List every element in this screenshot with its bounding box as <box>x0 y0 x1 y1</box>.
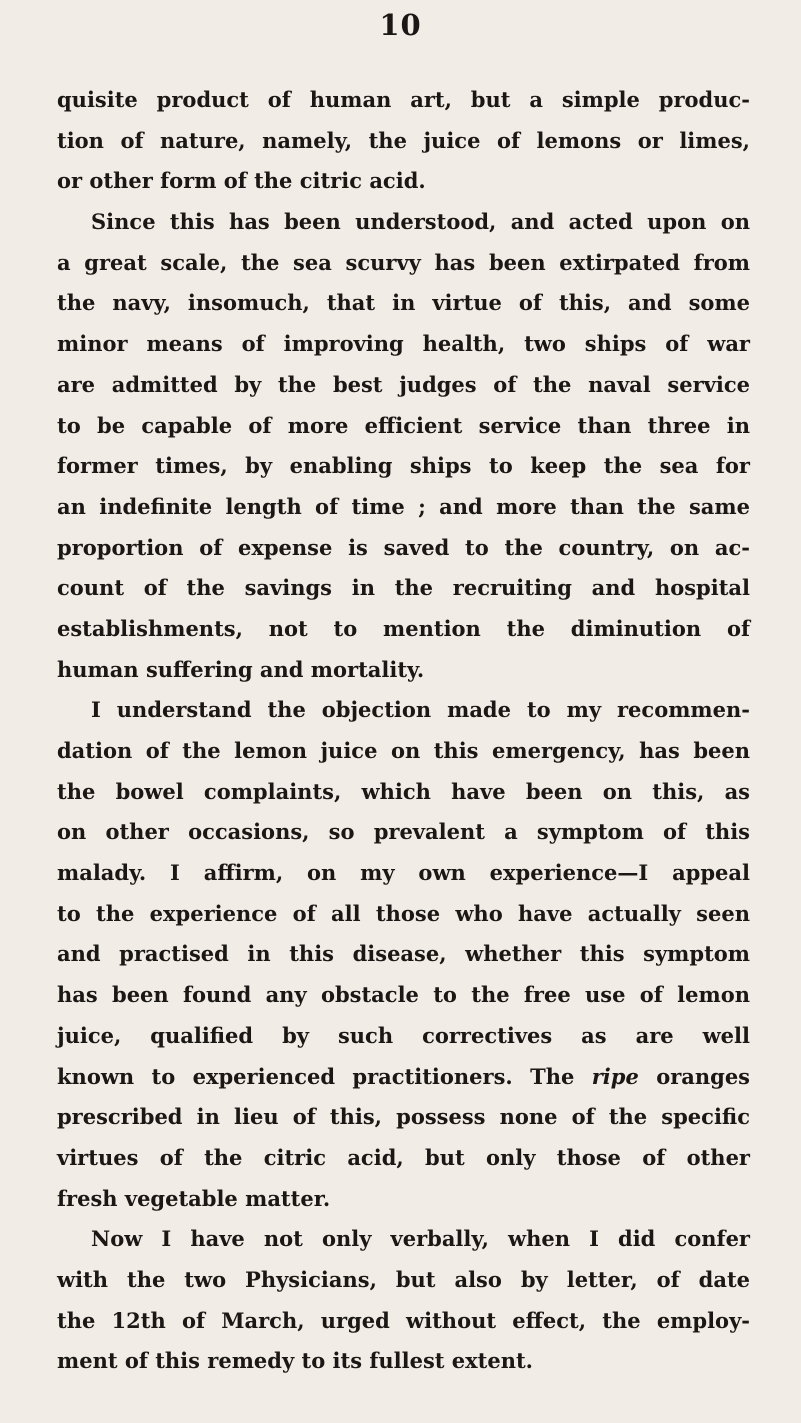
text-line: quisite product of human art, but a simple produc- <box>57 87 750 112</box>
text-line: on other occasions, so prevalent a symptom of this <box>57 819 750 845</box>
text-line: to the experience of all those who have actually seen <box>57 900 750 926</box>
text-line: I understand the objection made to my recommen- <box>91 697 750 723</box>
text-line: count of the savings in the recruiting and hospital <box>57 575 750 601</box>
page-number: 10 <box>379 8 422 42</box>
text-line: former times, by enabling ships to keep the sea for <box>57 453 750 479</box>
text-line: virtues of the citric acid, but only those of other <box>57 1144 750 1170</box>
text-line: proportion of expense is saved to the country, on ac- <box>57 534 750 560</box>
text-line: are admitted by the best judges of the naval service <box>57 371 750 397</box>
text-segment: known to experienced practitioners. The <box>57 1063 592 1089</box>
text-line: minor means of improving health, two ships of war <box>57 331 750 357</box>
text-line: and practised in this disease, whether this symptom <box>57 941 750 967</box>
body-text <box>57 80 750 1382</box>
text-line: Now I have not only verbally, when I did confer <box>91 1226 750 1252</box>
text-line: with the two Physicians, but also by letter, of date <box>57 1266 750 1292</box>
text-line: ment of this remedy to its fullest extent. <box>57 1348 533 1374</box>
text-line: Since this has been understood, and acted upon on <box>91 209 750 235</box>
text-line: a great scale, the sea scurvy has been extirpated from <box>57 249 750 275</box>
text-line: dation of the lemon juice on this emergency, has been <box>57 738 750 763</box>
text-segment: oranges <box>638 1063 751 1089</box>
text-line: the bowel complaints, which have been on this, as <box>57 778 750 804</box>
text-line: establishments, not to mention the diminution of <box>57 615 750 641</box>
text-line <box>57 1057 750 1098</box>
text-line: human suffering and mortality. <box>57 656 425 682</box>
text-line: juice, qualified by such correctives as are well <box>57 1022 750 1048</box>
italic-word: ripe <box>591 1063 639 1089</box>
text-line: or other form of the citric acid. <box>57 168 426 194</box>
text-line: to be capable of more efficient service than three in <box>57 412 750 438</box>
text-line: prescribed in lieu of this, possess none of the specific <box>57 1104 750 1130</box>
text-line: malady. I affirm, on my own experience—I appeal <box>57 860 750 886</box>
text-line: tion of nature, namely, the juice of lemons or limes, <box>57 127 750 153</box>
text-line: an indefinite length of time ; and more than the same <box>57 493 750 519</box>
text-line: the 12th of March, urged without effect, the employ- <box>57 1307 750 1333</box>
text-line: fresh vegetable matter. <box>57 1185 331 1211</box>
text-line: the navy, insomuch, that in virtue of this, and some <box>57 290 750 316</box>
text-line: has been found any obstacle to the free use of lemon <box>57 982 750 1008</box>
